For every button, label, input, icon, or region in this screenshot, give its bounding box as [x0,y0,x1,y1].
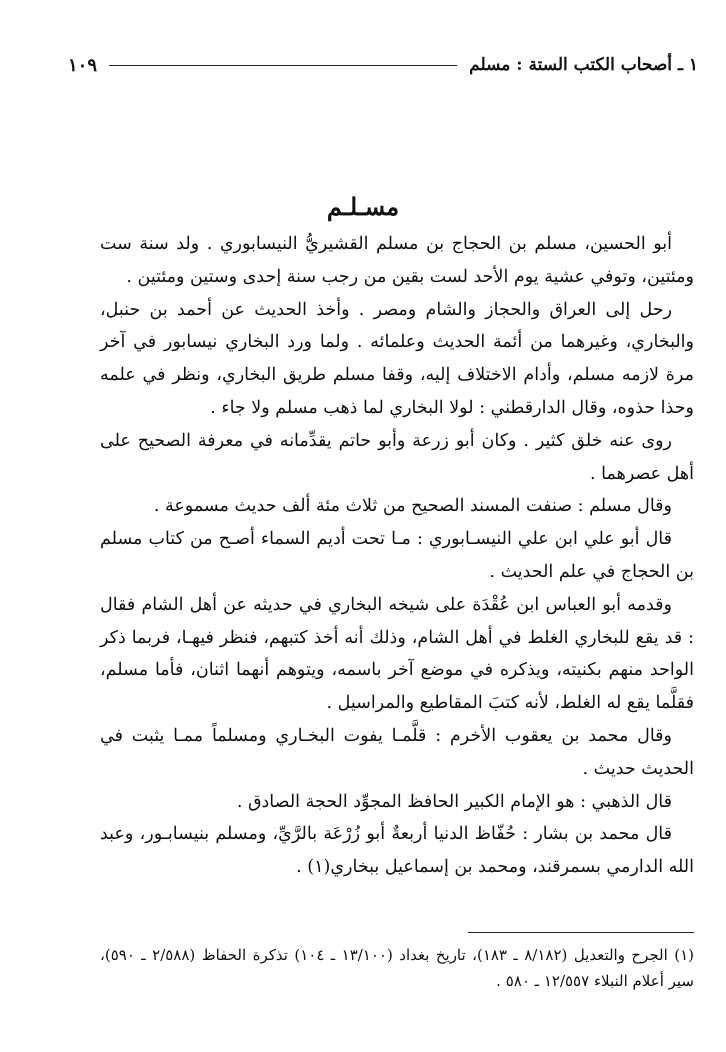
body-text [100,228,694,884]
header-rule [109,65,457,66]
footnote: (١) الجرح والتعديل (٨/١٨٢ ـ ١٨٣)، تاريخ بغداد (١٣/١٠٠ ـ ١٠٤) تذكرة الحفاظ (٢/٥٨٨ ـ ٥٩٠)، سير أعلام النبلاء ١٢/٥٥٧ ـ ٥٨٠ . [100,946,694,990]
paragraph: رحل إلى العراق والحجاز والشام ومصر . وأخذ الحديث عن أحمد بن حنبل، والبخاري، وغيرهما من أئمة الحديث وعلمائه . ولما ورد البخاري نيسابور في آخر مرة لازمه مسلم، وأدام الاختلاف إليه، وقفا مسلم طريق البخاري، ونظر في علمه وحذا حذوه، وقال الدارقطني : لولا البخاري لما ذهب مسلم ولا جاء . [100,299,694,418]
paragraph: قال أبو علي ابن علي النيسـابوري : مـا تحت أديم السماء أصـح من كتاب مسلم بن الحجاج في علم الحديث . [100,529,694,582]
footnotes [100,942,694,994]
paragraph: وقال مسلم : صنفت المسند الصحيح من ثلاث مئة ألف حديث مسموعة . [153,496,672,517]
footnote-rule [468,932,694,933]
running-title: ١ ـ أصحاب الكتب الستة : مسلم [469,55,698,75]
paragraph: وقال محمد بن يعقوب الأخرم : قلَّمـا يفوت البخـاري ومسلماً ممـا يثبت في الحديث حديث . [100,725,694,779]
paragraph: قال محمد بن بشار : حُفّاظ الدنيا أربعةٌ أبو زُرْعَة بالرَّيِّ، ومسلم بنيسابـور، وعبد الله الدارمي بسمرقند، ومحمد بن إسماعيل ببخاري(١) . [100,824,694,878]
paragraph: وقدمه أبو العباس ابن عُقْدَة على شيخه البخاري في حديثه عن أهل الشام فقال : قد يقع للبخاري الغلط في أهل الشام، وذلك أنه أخذ كتبهم، فنظر فيهـا، فربما ذكر الواحد منهم بكنيته، ويذكره في موضع آخر باسمه، ويتوهم أنهما اثنان، فأما مسلم، فقلَّما يقع له الغلط، لأنه كتبَ المقاطيع والمراسيل . [100,594,694,714]
paragraph: قال الذهبي : هو الإمام الكبير الحافظ المجوِّد الحجة الصادق . [236,791,672,812]
paragraph: روى عنه خلق كثير . وكان أبو زرعة وأبو حاتم يقدِّمانه في معرفة الصحيح على أهل عصرهما . [100,430,694,484]
running-header [68,50,698,80]
page-number: ١٠٩ [68,54,98,76]
paragraph: أبو الحسين، مسلم بن الحجاج بن مسلم القشيريُّ النيسابوري . ولد سنة ست ومئتين، وتوفي عشية يوم الأحد لست بقين من رجب سنة إحدى وستين ومئتين . [100,234,694,287]
chapter-title: مسـلـم [326,192,400,221]
